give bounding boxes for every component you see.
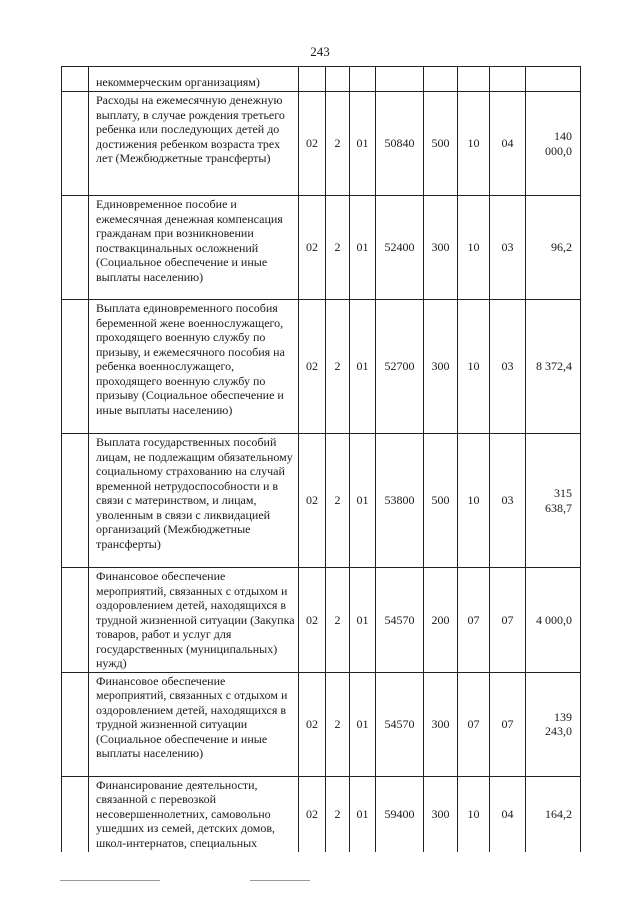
code-section: 10: [458, 776, 490, 852]
code-expense-type: 300: [424, 300, 458, 434]
row-description: Финансовое обеспечение мероприятий, связанных с отдыхом и оздоровлением детей, находящихся в трудной жизненной ситуации (Социальное обеспечение и иные выплаты населению): [89, 672, 299, 776]
table-row: [62, 92, 581, 196]
code-direction: 59400: [376, 776, 424, 852]
row-amount: 96,2: [526, 196, 581, 300]
table-row: [62, 568, 581, 673]
table-row: [62, 672, 581, 776]
row-description: некоммерческим организациям): [89, 67, 299, 92]
row-description: Выплата государственных пособий лицам, не подлежащим обязательному социальному страхованию на случай временной нетрудоспособности и в связи с материнством, и лицам, уволенным в связи с ликвидацией организаций (Межбюджетные трансферты): [89, 434, 299, 568]
table-row: [62, 776, 581, 852]
code-program: [299, 67, 326, 92]
code-direction: [376, 67, 424, 92]
row-amount: 164,2: [526, 776, 581, 852]
blank-cell: [62, 568, 89, 673]
code-subprogram: [326, 67, 350, 92]
code-event: 01: [350, 196, 376, 300]
table-row: [62, 196, 581, 300]
code-program: 02: [299, 776, 326, 852]
code-program: 02: [299, 196, 326, 300]
code-subsection: 03: [490, 300, 526, 434]
row-description: Расходы на ежемесячную денежную выплату, в случае рождения третьего ребенка или последующих детей до достижения ребенком возраста трех лет (Межбюджетные трансферты): [89, 92, 299, 196]
code-subsection: 04: [490, 92, 526, 196]
code-event: 01: [350, 776, 376, 852]
code-section: 07: [458, 568, 490, 673]
code-event: 01: [350, 300, 376, 434]
code-direction: 52700: [376, 300, 424, 434]
row-description: Финансирование деятельности, связанной с перевозкой несовершеннолетних, самовольно ушедших из семей, детских домов, школ-интернатов, специальных: [89, 776, 299, 852]
row-amount: 140 000,0: [526, 92, 581, 196]
code-section: [458, 67, 490, 92]
code-subsection: [490, 67, 526, 92]
code-section: 07: [458, 672, 490, 776]
code-subprogram: 2: [326, 568, 350, 673]
code-subsection: 03: [490, 434, 526, 568]
row-amount: 315 638,7: [526, 434, 581, 568]
blank-cell: [62, 300, 89, 434]
blank-cell: [62, 672, 89, 776]
code-expense-type: 500: [424, 92, 458, 196]
blank-cell: [62, 196, 89, 300]
code-direction: 54570: [376, 568, 424, 673]
budget-table: [61, 66, 581, 852]
table-row: [62, 300, 581, 434]
code-section: 10: [458, 92, 490, 196]
table-row: [62, 67, 581, 92]
code-direction: 54570: [376, 672, 424, 776]
table-row: [62, 434, 581, 568]
code-subsection: 07: [490, 568, 526, 673]
row-amount: 4 000,0: [526, 568, 581, 673]
blank-cell: [62, 67, 89, 92]
code-section: 10: [458, 434, 490, 568]
blank-cell: [62, 776, 89, 852]
scan-artifact: [250, 880, 310, 881]
code-section: 10: [458, 196, 490, 300]
code-subprogram: 2: [326, 434, 350, 568]
code-event: 01: [350, 672, 376, 776]
code-subprogram: 2: [326, 92, 350, 196]
code-expense-type: [424, 67, 458, 92]
code-subprogram: 2: [326, 776, 350, 852]
scan-artifact: [60, 880, 160, 881]
code-event: 01: [350, 434, 376, 568]
row-description: Финансовое обеспечение мероприятий, связанных с отдыхом и оздоровлением детей, находящихся в трудной жизненной ситуации (Закупка товаров, работ и услуг для государственных (муниципальных) нужд): [89, 568, 299, 673]
code-event: 01: [350, 568, 376, 673]
code-expense-type: 200: [424, 568, 458, 673]
code-direction: 52400: [376, 196, 424, 300]
code-event: [350, 67, 376, 92]
code-subsection: 03: [490, 196, 526, 300]
code-subsection: 07: [490, 672, 526, 776]
row-amount: [526, 67, 581, 92]
code-program: 02: [299, 568, 326, 673]
code-subprogram: 2: [326, 196, 350, 300]
code-section: 10: [458, 300, 490, 434]
row-amount: 8 372,4: [526, 300, 581, 434]
row-amount: 139 243,0: [526, 672, 581, 776]
code-expense-type: 500: [424, 434, 458, 568]
blank-cell: [62, 434, 89, 568]
blank-cell: [62, 92, 89, 196]
code-expense-type: 300: [424, 672, 458, 776]
code-expense-type: 300: [424, 776, 458, 852]
code-direction: 53800: [376, 434, 424, 568]
code-event: 01: [350, 92, 376, 196]
code-program: 02: [299, 300, 326, 434]
code-subprogram: 2: [326, 300, 350, 434]
page-number: 243: [310, 44, 330, 59]
code-program: 02: [299, 672, 326, 776]
code-subsection: 04: [490, 776, 526, 852]
code-program: 02: [299, 92, 326, 196]
row-description: Выплата единовременного пособия беременной жене военнослужащего, проходящего военную службу по призыву, и ежемесячного пособия на ребенка военнослужащего, проходящего военную службу по призыву (Социальное обеспечение и иные выплаты населению): [89, 300, 299, 434]
code-direction: 50840: [376, 92, 424, 196]
code-program: 02: [299, 434, 326, 568]
row-description: Единовременное пособие и ежемесячная денежная компенсация гражданам при возникновении поствакцинальных осложнений (Социальное обеспечение и иные выплаты населению): [89, 196, 299, 300]
code-subprogram: 2: [326, 672, 350, 776]
code-expense-type: 300: [424, 196, 458, 300]
